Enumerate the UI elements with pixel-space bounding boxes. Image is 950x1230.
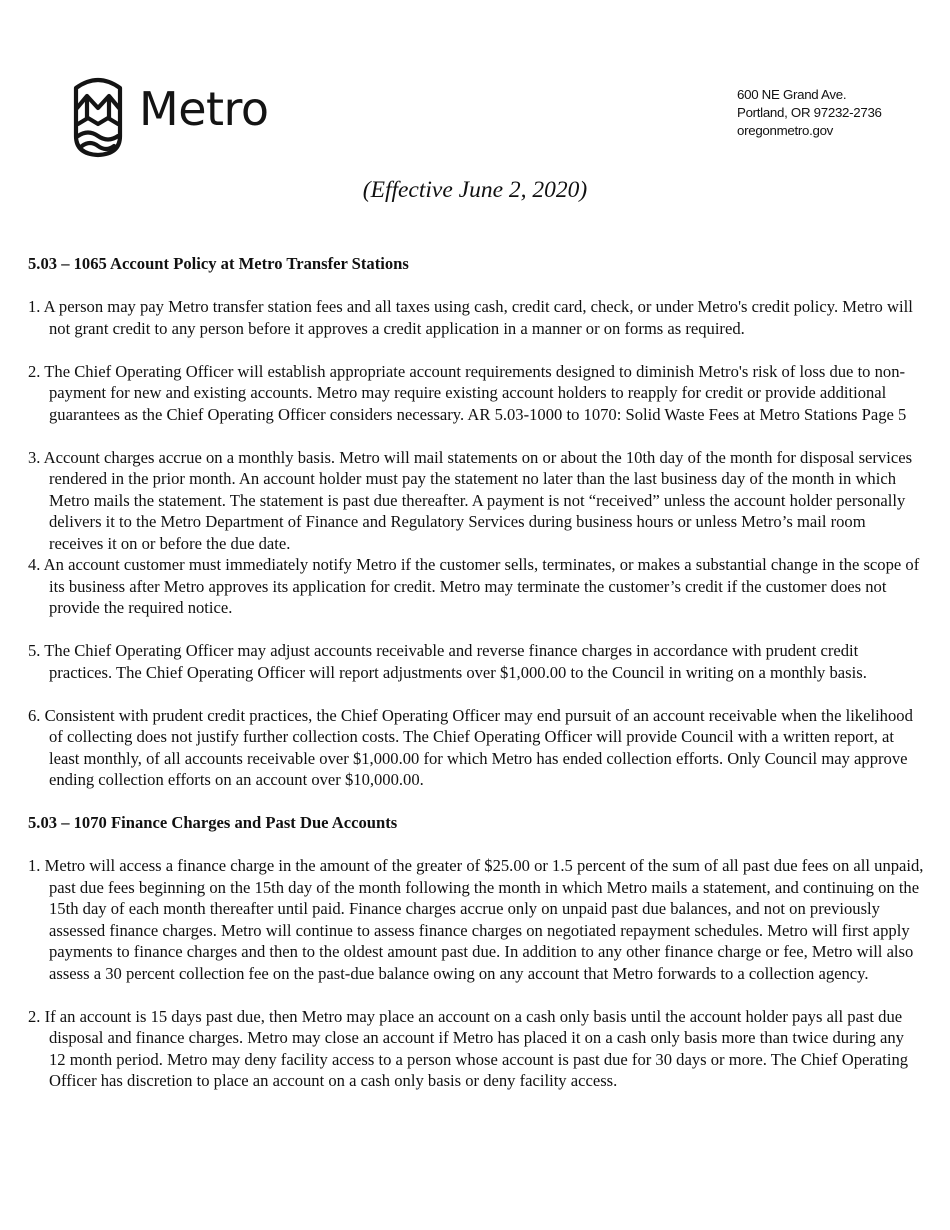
policy-item-1065-5: 5. The Chief Operating Officer may adjust accounts receivable and reverse finance charges in accordance with prudent credit practices. The Chief Operating Officer will report adjustments over $1,000.00 to the Council in writing on a monthly basis.: [28, 641, 867, 682]
policy-item-1070-1: 1. Metro will access a finance charge in the amount of the greater of $25.00 or 1.5 percent of the sum of all past due fees on all unpaid, past due fees beginning on the 15th day of the month following the month in which Metro mails a statement, and continuing on the 15th day of each month thereafter until paid. Finance charges accrue only on unpaid past due balances, and not on previously assessed finance charges. Metro will continue to assess finance charges on negotiated repayment schedules. Metro will first apply payments to finance charges and then to the oldest amount past due. In addition to any other finance charge or fee, Metro will also assess a 30 percent collection fee on the past-due balance owing on any account that Metro forwards to a collection agency.: [28, 856, 924, 983]
effective-date: (Effective June 2, 2020): [362, 177, 588, 203]
policy-content: [28, 253, 924, 1092]
policy-item-1070-2: 2. If an account is 15 days past due, then Metro may place an account on a cash only basis until the account holder pays all past due disposal and finance charges. Metro may close an account if Metro has placed it on a cash only basis more than twice during any 12 month period. Metro may deny facility access to a person whose account is past due for 30 days or more. The Chief Operating Officer has discretion to place an account on a cash only basis or deny facility access.: [28, 1006, 909, 1090]
address-city: Portland, OR 97232-2736: [737, 104, 882, 120]
metro-logo: [68, 74, 288, 158]
logo-wordmark: Metro: [139, 82, 269, 136]
policy-item-1065-3: 3. Account charges accrue on a monthly basis. Metro will mail statements on or about the 10th day of the month for disposal services rendered in the prior month. An account holder must pay the statement no later than the last business day of the month in which Metro mails the statement. The statement is past due thereafter. A payment is not “received” unless the account holder personally delivers it to the Metro Department of Finance and Regulatory Services during business hours or unless Metro’s mail room receives it on or before the due date.: [28, 447, 913, 553]
address-website: oregonmetro.gov: [737, 122, 834, 138]
policy-item-1065-6: 6. Consistent with prudent credit practices, the Chief Operating Officer may end pursuit of an account receivable when the likelihood of collecting does not justify further collection costs. The Chief Operating Officer will provide Council with a written report, at least monthly, of all accounts receivable over $1,000.00 for which Metro has ended collection efforts. Only Council may approve ending collection efforts on an account over $10,000.00.: [28, 705, 913, 789]
section-heading-1065: 5.03 – 1065 Account Policy at Metro Transfer Stations: [28, 254, 409, 273]
policy-item-1065-4: 4. An account customer must immediately notify Metro if the customer sells, terminates, or makes a substantial change in the scope of its business after Metro approves its application for credit. Metro may terminate the customer’s credit if the customer does not provide the required notice.: [28, 555, 920, 617]
address-street: 600 NE Grand Ave.: [737, 87, 847, 102]
section-heading-1070: 5.03 – 1070 Finance Charges and Past Due Accounts: [28, 813, 398, 832]
policy-item-1065-1: 1. A person may pay Metro transfer station fees and all taxes using cash, credit card, check, or under Metro's credit policy. Metro will not grant credit to any person before it approves a credit application in a manner or on forms as required.: [28, 297, 913, 338]
address-block: [737, 86, 882, 139]
policy-item-1065-2: 2. The Chief Operating Officer will establish appropriate account requirements designed to diminish Metro's risk of loss due to non-payment for new and existing accounts. Metro may require existing account holders to reapply for credit or provide additional guarantees as the Chief Operating Officer considers necessary. AR 5.03-1000 to 1070: Solid Waste Fees at Metro Stations Page 5: [28, 361, 907, 424]
metro-logo-icon: [68, 74, 128, 158]
